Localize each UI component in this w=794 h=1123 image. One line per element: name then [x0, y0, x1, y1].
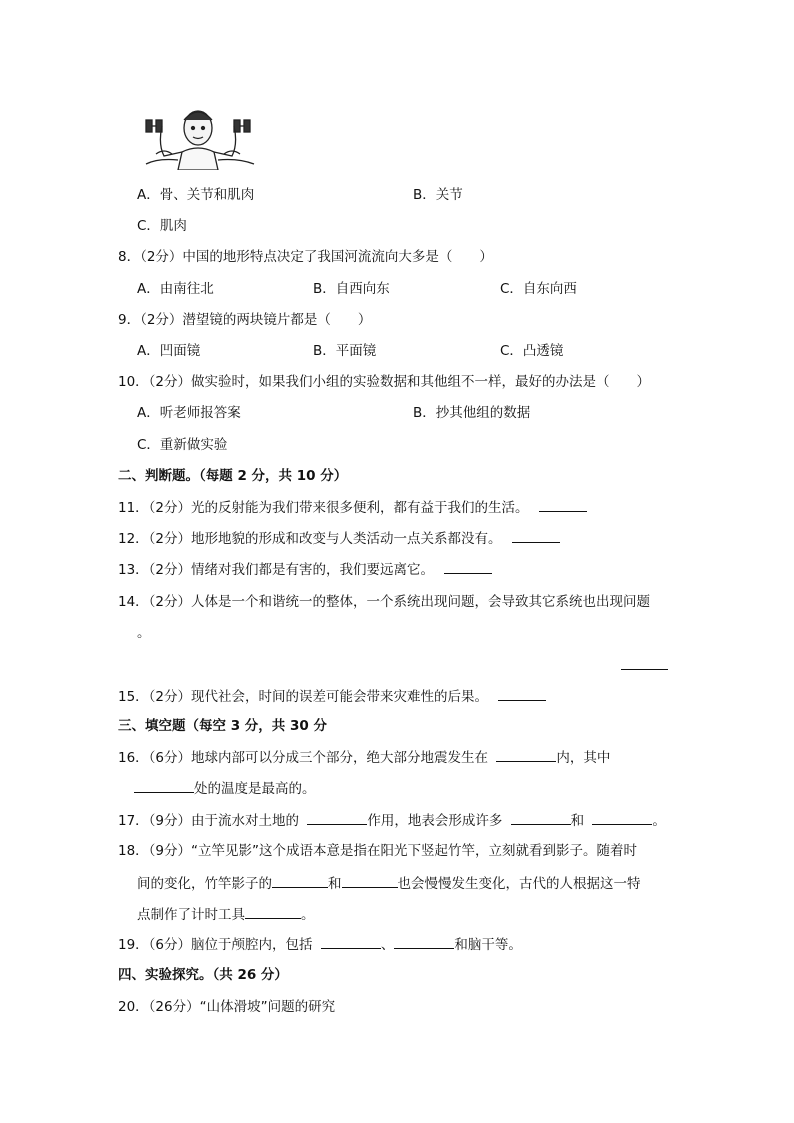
q17-text-4: 。 [652, 813, 666, 829]
q12-stem: 12．（2分）地形地貌的形成和改变与人类活动一点关系都没有。 [118, 531, 502, 547]
q17-line [118, 810, 666, 831]
q19-blank-1[interactable] [321, 934, 381, 949]
section-4-heading: 四、实验探究。（共 26 分） [118, 967, 288, 983]
q19-text-3: 和脑干等。 [454, 937, 522, 953]
q18-line3 [137, 904, 315, 925]
q14-stem: 14．（2分）人体是一个和谐统一的整体，一个系统出现问题，会导致其它系统也出现问题 [118, 594, 651, 610]
q7-option-a: A．骨、关节和肌肉 [137, 187, 255, 203]
q14-answer-blank[interactable] [621, 655, 668, 670]
q8-option-c: C．自东向西 [500, 281, 577, 297]
q18-blank-1[interactable] [272, 873, 328, 888]
q18-line1: 18．（9分）“立竿见影”这个成语本意是指在阳光下竖起竹竿，立刻就看到影子。随着时 [118, 843, 638, 859]
section-3-heading: 三、填空题（每空 3 分，共 30 分 [118, 718, 327, 734]
q16-text-1: 16．（6分）地球内部可以分成三个部分，绝大部分地震发生在 [118, 750, 489, 766]
q8-stem: 8．（2分）中国的地形特点决定了我国河流流向大多是（ ） [118, 249, 493, 265]
q16-line2 [134, 778, 316, 799]
q16-line1 [118, 747, 610, 768]
q19-line [118, 934, 522, 955]
q12-answer-blank[interactable] [512, 528, 560, 543]
q18-text-2b: 和 [328, 876, 342, 892]
q17-text-1: 17．（9分）由于流水对土地的 [118, 813, 300, 829]
q14-tail: 。 [137, 625, 151, 641]
q8-option-b: B．自西向东 [313, 281, 390, 297]
q19-blank-2[interactable] [394, 934, 454, 949]
q12-line [118, 528, 560, 549]
q18-blank-2[interactable] [342, 873, 398, 888]
q9-option-a: A．凹面镜 [137, 343, 201, 359]
q17-text-3: 和 [570, 813, 585, 829]
q13-stem: 13．（2分）情绪对我们都是有害的，我们要远离它。 [118, 562, 435, 578]
q18-text-3b: 。 [301, 907, 315, 923]
q7-option-b: B．关节 [413, 187, 463, 203]
q15-line [118, 686, 546, 707]
q17-text-2: 作用，地表会形成许多 [367, 813, 503, 829]
q17-blank-2[interactable] [511, 810, 571, 825]
q13-line [118, 559, 492, 580]
q17-blank-3[interactable] [592, 810, 652, 825]
q19-text-1: 19．（6分）脑位于颅腔内，包括 [118, 937, 313, 953]
boy-with-dumbbells-figure [138, 104, 262, 170]
q11-stem: 11．（2分）光的反射能为我们带来很多便利，都有益于我们的生活。 [118, 500, 529, 516]
q9-stem: 9．（2分）潜望镜的两块镜片都是（ ） [118, 312, 372, 328]
q16-blank-1[interactable] [496, 747, 556, 762]
q15-answer-blank[interactable] [498, 686, 546, 701]
q16-blank-2[interactable] [134, 778, 194, 793]
q16-text-3: 处的温度是最高的。 [194, 781, 316, 797]
q10-option-c: C．重新做实验 [137, 437, 228, 453]
q10-option-b: B．抄其他组的数据 [413, 405, 531, 421]
q9-option-b: B．平面镜 [313, 343, 377, 359]
q18-line2 [137, 873, 641, 894]
q7-option-c: C．肌肉 [137, 218, 187, 234]
q11-line [118, 497, 587, 518]
q20-stem: 20．（26分）“山体滑坡”问题的研究 [118, 999, 336, 1015]
section-2-heading: 二、判断题。（每题 2 分，共 10 分） [118, 468, 348, 484]
q17-blank-1[interactable] [307, 810, 367, 825]
q9-option-c: C．凸透镜 [500, 343, 564, 359]
q16-text-2: 内，其中 [556, 750, 611, 766]
q18-text-3a: 点制作了计时工具 [137, 907, 245, 923]
q18-text-2a: 间的变化，竹竿影子的 [137, 876, 272, 892]
q10-stem: 10．（2分）做实验时，如果我们小组的实验数据和其他组不一样，最好的办法是（ ） [118, 374, 651, 390]
q8-option-a: A．由南往北 [137, 281, 214, 297]
q19-text-2: 、 [380, 937, 395, 953]
q15-stem: 15．（2分）现代社会，时间的误差可能会带来灾难性的后果。 [118, 689, 489, 705]
q18-blank-3[interactable] [245, 904, 301, 919]
q13-answer-blank[interactable] [444, 559, 492, 574]
q18-text-2c: 也会慢慢发生变化，古代的人根据这一特 [397, 876, 641, 892]
q10-option-a: A．听老师报答案 [137, 405, 241, 421]
q11-answer-blank[interactable] [539, 497, 587, 512]
